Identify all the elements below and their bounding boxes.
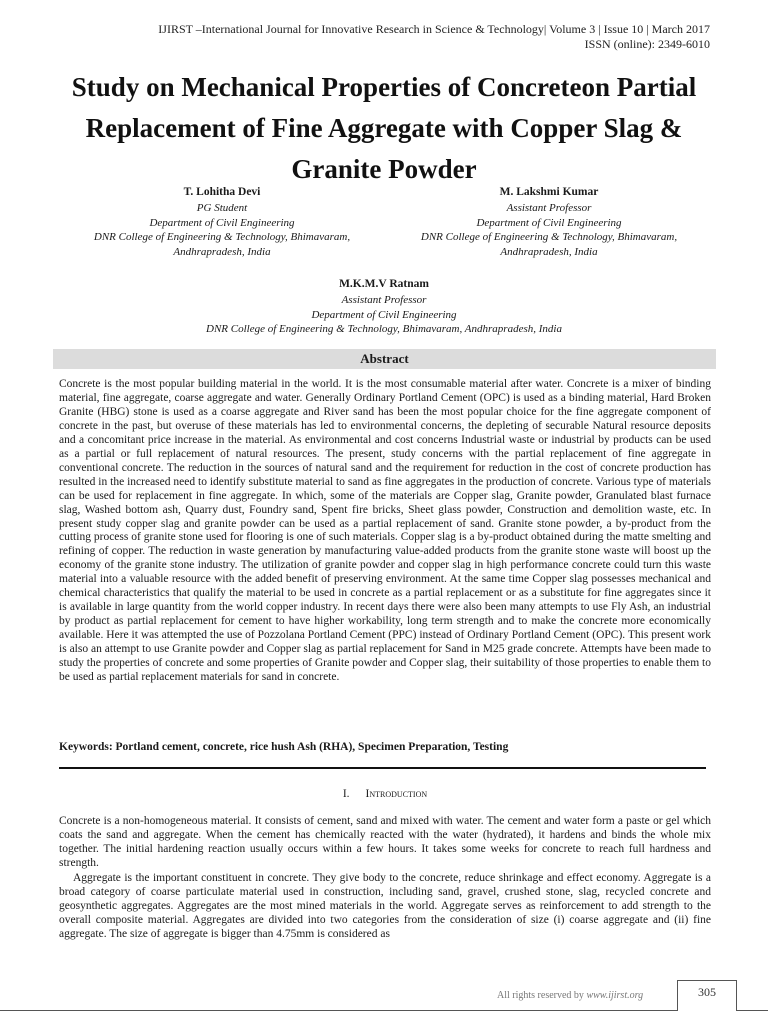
author-block-3 — [60, 276, 708, 337]
journal-url[interactable]: www.ijirst.org — [586, 990, 644, 1001]
author-name: M.K.M.V Ratnam — [339, 278, 429, 290]
footer-rule — [0, 1010, 768, 1011]
footer-rights — [497, 990, 643, 1002]
keywords: Keywords: Portland cement, concrete, rice hush Ash (RHA), Specimen Preparation, Testing — [59, 741, 509, 753]
intro-paragraph: Concrete is a non-homogeneous material. It consists of cement, sand and mixed with water. The cement and water form a paste or gel which coats the sand and aggregate. When the cement has chemically reacted with the water (hydrated), it hardens and binds the whole mix together. The initial hardening reaction usually occurs within a few hours. It takes some weeks for concrete to reach full hardness and strength. — [59, 815, 711, 869]
author-block-2 — [380, 184, 718, 259]
journal-line: IJIRST –International Journal for Innovative Research in Science & Technology| Volume 3 | Issue 10 | March 2017 — [158, 22, 710, 36]
author-name: T. Lohitha Devi — [183, 186, 261, 198]
author-department: Department of Civil Engineering — [311, 308, 457, 321]
running-header — [158, 22, 710, 52]
author-institution: DNR College of Engineering & Technology, Bhimavaram, Andhrapradesh, India — [206, 323, 562, 336]
section-number: I. — [342, 788, 350, 800]
author-name: M. Lakshmi Kumar — [499, 186, 599, 198]
abstract-heading: Abstract — [360, 351, 409, 366]
author-institution: DNR College of Engineering & Technology, Bhimavaram, — [420, 231, 678, 244]
rights-text: All rights reserved by — [497, 990, 584, 1001]
intro-paragraph: Aggregate is the important constituent in concrete. They give body to the concrete, reduce shrinkage and effect economy. Aggregate is a broad category of coarse particulate material used in construction, including sand, gravel, crushed stone, slag, recycled concrete and geosynthetic aggregates. Aggregates are the most mined materials in the world. Aggregate serves as reinforcement to add strength to the overall composite material. Aggregates are divided into two categories from the consideration of size (i) coarse aggregate and (ii) fine aggregate. The size of aggregate is bigger than 4.75mm is considered as — [59, 872, 711, 940]
author-department: Department of Civil Engineering — [476, 216, 622, 229]
author-location: Andhrapradesh, India — [500, 245, 598, 258]
section-divider — [59, 767, 706, 769]
author-department: Department of Civil Engineering — [149, 216, 295, 229]
section-title: Introduction — [365, 788, 428, 800]
abstract-heading-bar — [53, 349, 716, 369]
author-block-1 — [40, 184, 404, 259]
footer-corner-mark — [737, 1010, 768, 1024]
author-position: PG Student — [196, 202, 248, 214]
author-location: Andhrapradesh, India — [173, 245, 271, 258]
section-heading — [59, 787, 711, 801]
issn-line: ISSN (online): 2349-6010 — [584, 37, 710, 51]
abstract-text: Concrete is the most popular building material in the world. It is the most consumable material after water. Concrete is a mixer of binding material, fine aggregate, coarse aggregate and water. Generally Ordinary Portland Cement (OPC) is used as a binding material, Hard Broken Granite (HBG) stone is used as a coarse aggregate and River sand has been the most popular choice for the fine aggregate component of concrete in the past, but overuse of these materials has led to environmental concerns, the depleting of securable Natural resource deposits and a concomitant price increase in the material. As environmental and cost concerns Industrial waste or industrial by products can be used as a partial or full replacement of natural resources. The present, study concerns with the partial replacement of fine aggregate in conventional concrete. The reduction in the sources of natural sand and the requirement for reduction in the cost of concrete production has resulted in the increased need to identify substitute material to sand as fine aggregates in the production of concrete. Various type of materials can be used for replacement in fine aggregate. In which, some of the materials are Copper slag, Granite powder, Granulated blast furnace slag, Washed bottom ash, Quarry dust, Foundry sand, Spent fire bricks, Sheet glass powder, Construction and demolition waste, etc. In present study copper slag and granite powder can be used as a partial replacement of sand. Granite stone powder, a by-product from the cutting process of granite stone used for flooring is one of such materials. Copper slag is a by-product obtained during the matte smelting and refining of copper. The reduction in waste generation by manufacturing value-added products from the granite stone waste will boost up the economy of the granite stone industry. The utilization of granite powder and copper slag in high performance concrete could turn this waste material into a valuable resource with the added benefit of preserving environment. At the same time Copper slag possesses mechanical and chemical characteristics that qualify the material to be used in concrete as a partial replacement or as a substitute for fine aggregates since it is available in large quantity from the world copper industry. In recent days there were also been many attempts to use Fly Ash, an industrial by product as partial replacement for cement to have higher workability, long term strength and to make the concrete more economically available. Here it was attempted the use of Pozzolana Portland Cement (PPC) instead of Ordinary Portland Cement (OPC). This present work is also an attempt to use Granite powder and Copper slag as partial replacement for Sand in M25 grade concrete. Attempts have been made to study the properties of concrete and some properties of Granite powder and Copper slag, their suitability of those properties to enable them to be used as partial replacement materials for sand in concrete. — [59, 378, 711, 684]
author-institution: DNR College of Engineering & Technology, Bhimavaram, — [93, 231, 351, 244]
paper-title: Study on Mechanical Properties of Concreteon Partial Replacement of Fine Aggregate with Copper Slag & Granite Powder — [71, 72, 697, 184]
page-number: 305 — [698, 985, 716, 999]
author-position: Assistant Professor — [506, 202, 592, 214]
author-position: Assistant Professor — [341, 294, 427, 306]
